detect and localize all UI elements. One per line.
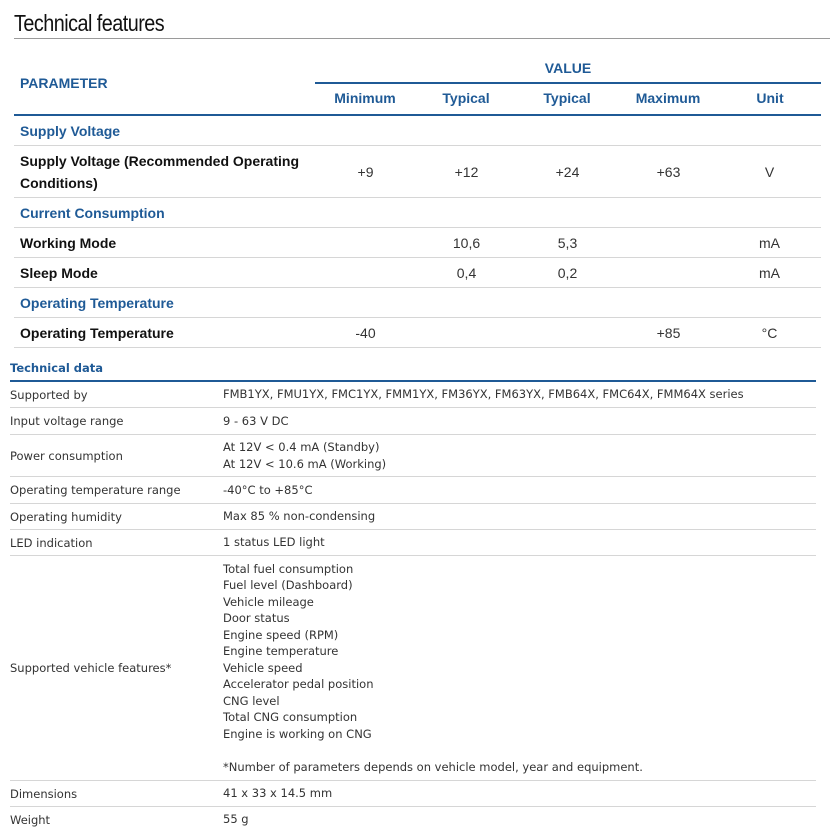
spec-key: Input voltage range bbox=[10, 414, 124, 428]
table-row bbox=[14, 258, 821, 288]
value-unit: mA bbox=[759, 234, 780, 251]
list-item: Vehicle speed bbox=[223, 660, 303, 675]
list-item: Accelerator pedal position bbox=[223, 677, 374, 691]
section-title: Supply Voltage bbox=[20, 122, 121, 139]
parameter-header: PARAMETER bbox=[20, 75, 108, 91]
parameter-label: Supply Voltage (Recommended Operating Conditions) bbox=[20, 152, 300, 191]
spec-value: 1 status LED light bbox=[223, 535, 325, 550]
value-typical-2: 0,2 bbox=[557, 264, 578, 281]
spec-key: Supported by bbox=[10, 387, 88, 402]
column-header-maximum: Maximum bbox=[635, 90, 701, 106]
table-row bbox=[10, 477, 816, 504]
spec-value: FMB1YX, FMU1YX, FMC1YX, FMM1YX, FM36YX, FM63YX, FMB64X, FMC64X, FMM64X series bbox=[223, 387, 744, 402]
table-row bbox=[10, 382, 816, 408]
spec-key: LED indication bbox=[10, 535, 93, 550]
value-header-divider bbox=[315, 82, 821, 84]
column-header-typical-1: Typical bbox=[442, 90, 490, 106]
list-item: Total CNG consumption bbox=[223, 710, 358, 724]
spec-value: 41 x 33 x 14.5 mm bbox=[223, 786, 333, 801]
list-item: Engine speed (RPM) bbox=[223, 627, 339, 642]
value-maximum: +85 bbox=[656, 324, 681, 341]
value-minimum: +9 bbox=[357, 163, 374, 180]
technical-features-table bbox=[14, 54, 821, 348]
table-row bbox=[14, 146, 821, 198]
section-row-supply-voltage bbox=[14, 116, 821, 146]
table-row bbox=[14, 228, 821, 258]
value-unit: °C bbox=[761, 324, 778, 341]
spec-value-line: At 12V < 10.6 mA (Working) bbox=[223, 456, 387, 471]
spec-key: Weight bbox=[10, 812, 51, 827]
vehicle-features-list bbox=[223, 561, 816, 776]
value-typical-1: +12 bbox=[454, 163, 479, 180]
table-row bbox=[10, 530, 816, 556]
parameter-label: Sleep Mode bbox=[20, 264, 98, 281]
value-typical-1: 10,6 bbox=[452, 234, 481, 251]
value-maximum: +63 bbox=[656, 163, 681, 180]
value-header: VALUE bbox=[544, 60, 592, 76]
table-row bbox=[10, 504, 816, 530]
column-header-unit: Unit bbox=[756, 90, 784, 106]
list-item: CNG level bbox=[223, 693, 280, 708]
section-title: Operating Temperature bbox=[20, 294, 174, 311]
spec-key: Power consumption bbox=[10, 448, 123, 463]
column-header-minimum: Minimum bbox=[334, 90, 396, 106]
section-row-operating-temperature bbox=[14, 288, 821, 318]
value-typical-2: 5,3 bbox=[557, 234, 578, 251]
spec-value: Max 85 % non-condensing bbox=[223, 509, 376, 524]
technical-data-table bbox=[10, 360, 816, 832]
value-typical-2: +24 bbox=[555, 163, 580, 180]
table-row bbox=[14, 318, 821, 348]
value-minimum: -40 bbox=[355, 324, 376, 341]
spec-value-line: At 12V < 0.4 mA (Standby) bbox=[223, 440, 380, 454]
list-item: Fuel level (Dashboard) bbox=[223, 578, 353, 592]
table-row bbox=[10, 435, 816, 477]
spec-key: Operating humidity bbox=[10, 509, 122, 524]
parameter-label: Working Mode bbox=[20, 234, 117, 251]
spec-key: Dimensions bbox=[10, 786, 78, 801]
table-row bbox=[10, 408, 816, 435]
features-footnote: *Number of parameters depends on vehicle model, year and equipment. bbox=[223, 760, 643, 774]
value-typical-1: 0,4 bbox=[456, 264, 477, 281]
table-row bbox=[10, 807, 816, 832]
list-item: Engine temperature bbox=[223, 644, 339, 658]
page-title: Technical features bbox=[14, 10, 165, 36]
list-item: Door status bbox=[223, 611, 290, 625]
header-divider bbox=[14, 114, 821, 116]
spec-key: Supported vehicle features* bbox=[10, 661, 172, 675]
spec-value: -40°C to +85°C bbox=[223, 482, 313, 497]
table-row bbox=[10, 556, 816, 781]
spec-value: 9 - 63 V DC bbox=[223, 413, 289, 428]
spec-value bbox=[223, 439, 816, 472]
list-item: Vehicle mileage bbox=[223, 594, 314, 609]
section-row-current-consumption bbox=[14, 198, 821, 228]
title-divider bbox=[14, 38, 830, 39]
parameter-label: Operating Temperature bbox=[20, 324, 174, 341]
spec-key: Operating temperature range bbox=[10, 483, 181, 497]
technical-data-title: Technical data bbox=[10, 361, 104, 375]
value-unit: mA bbox=[759, 264, 780, 281]
list-item: Engine is working on CNG bbox=[223, 726, 372, 741]
spec-value: 55 g bbox=[223, 812, 249, 827]
features-table-header bbox=[14, 54, 821, 116]
list-item: Total fuel consumption bbox=[223, 561, 354, 576]
section-title: Current Consumption bbox=[20, 204, 165, 221]
column-header-typical-2: Typical bbox=[543, 90, 591, 106]
value-unit: V bbox=[764, 163, 775, 180]
table-row bbox=[10, 781, 816, 807]
